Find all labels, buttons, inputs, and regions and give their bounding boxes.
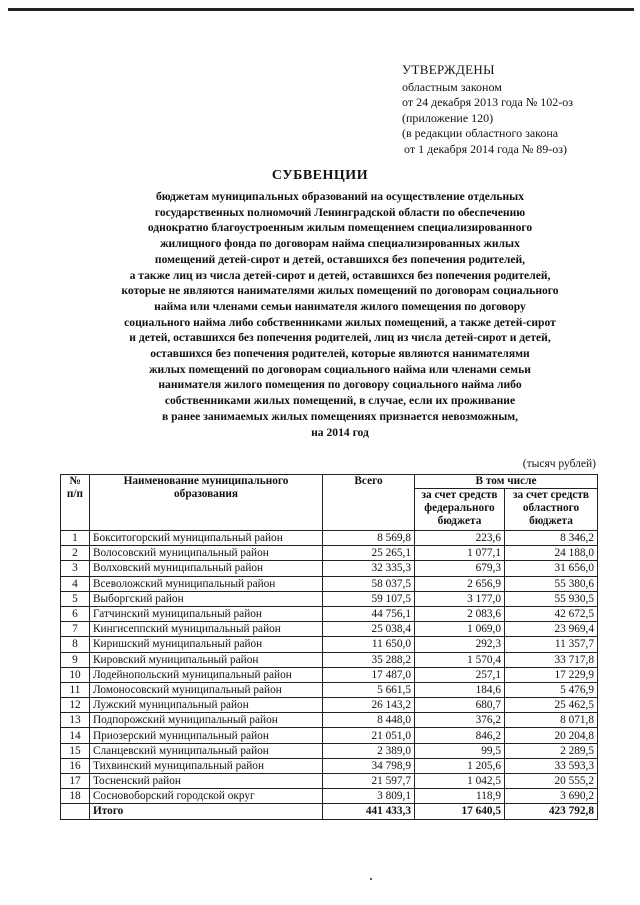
- scan-dot: [370, 878, 372, 880]
- cell-regional: 423 792,8: [505, 804, 598, 819]
- cell-regional: 20 204,8: [505, 728, 598, 743]
- cell-federal: 2 656,9: [415, 576, 505, 591]
- cell-name: Сланцевский муниципальный район: [90, 743, 323, 758]
- approval-block: [402, 62, 632, 158]
- approval-line: от 24 декабря 2013 года № 102-оз: [402, 95, 574, 110]
- table-row: [61, 546, 598, 561]
- cell-total: 25 265,1: [323, 546, 415, 561]
- cell-regional: 17 229,9: [505, 667, 598, 682]
- cell-federal: 1 069,0: [415, 622, 505, 637]
- cell-name: Лужский муниципальный район: [90, 698, 323, 713]
- approval-heading: УТВЕРЖДЕНЫ: [402, 62, 495, 77]
- approval-line: областным законом: [402, 79, 502, 94]
- cell-federal: 184,6: [415, 682, 505, 697]
- subtitle-line: найма или членами семьи нанимателя жилого помещения по договору: [154, 299, 526, 313]
- cell-regional: 2 289,5: [505, 743, 598, 758]
- subtitle-line: на 2014 год: [311, 425, 369, 439]
- cell-total: 59 107,5: [323, 591, 415, 606]
- cell-num: 11: [61, 682, 90, 697]
- cell-name: Кировский муниципальный район: [90, 652, 323, 667]
- cell-total: 2 389,0: [323, 743, 415, 758]
- subtitle-line: а также лиц из числа детей-сирот и детей, оставшихся без попечения родителей,: [129, 268, 551, 282]
- cell-total: 21 051,0: [323, 728, 415, 743]
- cell-num: 2: [61, 546, 90, 561]
- subtitle-line: помещений детей-сирот и детей, оставшихся без попечения родителей,: [154, 252, 526, 266]
- cell-name: Волховский муниципальный район: [90, 561, 323, 576]
- approval-line: (в редакции областного закона: [402, 126, 559, 141]
- cell-regional: 23 969,4: [505, 622, 598, 637]
- cell-regional: 55 930,5: [505, 591, 598, 606]
- cell-num: 1: [61, 531, 90, 546]
- cell-num: 18: [61, 789, 90, 804]
- cell-num: 5: [61, 591, 90, 606]
- cell-federal: 1 570,4: [415, 652, 505, 667]
- table-body: [61, 531, 598, 820]
- cell-num: 9: [61, 652, 90, 667]
- cell-federal: 118,9: [415, 789, 505, 804]
- header-name: Наименование муниципального образования: [90, 475, 323, 531]
- subtitle-line: жилищного фонда по договорам найма специализированных жилых: [160, 237, 520, 251]
- cell-name: Киришский муниципальный район: [90, 637, 323, 652]
- subtitle-line: жилых помещений по договорам социального найма или членами семьи: [149, 362, 531, 376]
- cell-total: 32 335,3: [323, 561, 415, 576]
- cell-name: Лодейнопольский муниципальный район: [90, 667, 323, 682]
- cell-num: 12: [61, 698, 90, 713]
- subtitle-line: и детей, оставшихся без попечения родителей, лиц из числа детей-сирот и детей,: [129, 331, 551, 345]
- cell-num: 14: [61, 728, 90, 743]
- cell-name: Всеволожский муниципальный район: [90, 576, 323, 591]
- subtitle-line: собственниками жилых помещений, в случае, если их проживание: [164, 394, 516, 408]
- cell-name: Тосненский район: [90, 774, 323, 789]
- cell-regional: 42 672,5: [505, 606, 598, 621]
- table-row: [61, 713, 598, 728]
- cell-name: Приозерский муниципальный район: [90, 728, 323, 743]
- table-row: [61, 743, 598, 758]
- cell-name: Гатчинский муниципальный район: [90, 606, 323, 621]
- header-total: Всего: [323, 475, 415, 531]
- cell-federal: 3 177,0: [415, 591, 505, 606]
- table-row: [61, 622, 598, 637]
- cell-name: Волосовский муниципальный район: [90, 546, 323, 561]
- cell-num: [61, 804, 90, 819]
- table-row: [61, 682, 598, 697]
- cell-total: 44 756,1: [323, 606, 415, 621]
- header-regional: за счет средств областного бюджета: [505, 489, 598, 531]
- cell-regional: 33 593,3: [505, 758, 598, 773]
- cell-federal: 846,2: [415, 728, 505, 743]
- cell-federal: 1 042,5: [415, 774, 505, 789]
- cell-total: 11 650,0: [323, 637, 415, 652]
- cell-regional: 24 188,0: [505, 546, 598, 561]
- cell-total: 26 143,2: [323, 698, 415, 713]
- cell-num: 16: [61, 758, 90, 773]
- subtitle-line: которые не являются нанимателями жилых помещений по договорам социального: [121, 284, 559, 298]
- cell-num: 13: [61, 713, 90, 728]
- document-subtitle: [40, 189, 640, 440]
- cell-num: 10: [61, 667, 90, 682]
- cell-federal: 17 640,5: [415, 804, 505, 819]
- cell-total: 58 037,5: [323, 576, 415, 591]
- cell-name: Кингисеппский муниципальный район: [90, 622, 323, 637]
- cell-num: 4: [61, 576, 90, 591]
- approval-line: (приложение 120): [402, 110, 494, 125]
- table-row: [61, 758, 598, 773]
- cell-total: 25 038,4: [323, 622, 415, 637]
- cell-regional: 25 462,5: [505, 698, 598, 713]
- table-row: [61, 774, 598, 789]
- cell-total: 8 569,8: [323, 531, 415, 546]
- cell-federal: 223,6: [415, 531, 505, 546]
- subtitle-line: бюджетам муниципальных образований на осуществление отдельных: [155, 190, 525, 203]
- table-row: [61, 531, 598, 546]
- cell-regional: 11 357,7: [505, 637, 598, 652]
- cell-num: 6: [61, 606, 90, 621]
- cell-total: 35 288,2: [323, 652, 415, 667]
- approval-line: от 1 декабря 2014 года № 89-оз): [404, 141, 568, 156]
- cell-name: Тихвинский муниципальный район: [90, 758, 323, 773]
- cell-total: 441 433,3: [323, 804, 415, 819]
- cell-federal: 99,5: [415, 743, 505, 758]
- cell-total: 17 487,0: [323, 667, 415, 682]
- cell-total: 3 809,1: [323, 789, 415, 804]
- cell-federal: 1 077,1: [415, 546, 505, 561]
- table-row: [61, 789, 598, 804]
- cell-name: Итого: [90, 804, 323, 819]
- table-header-row: [61, 475, 598, 489]
- table-row: [61, 667, 598, 682]
- subtitle-line: социального найма либо собственниками жилых помещений, а также детей-сирот: [124, 315, 556, 329]
- cell-regional: 31 656,0: [505, 561, 598, 576]
- table-row: [61, 652, 598, 667]
- cell-total: 5 661,5: [323, 682, 415, 697]
- subtitle-line: нанимателя жилого помещения по договору социального найма либо: [158, 378, 522, 392]
- document-title: СУБВЕНЦИИ: [271, 168, 369, 183]
- cell-federal: 1 205,6: [415, 758, 505, 773]
- header-federal: за счет средств федерального бюджета: [415, 489, 505, 531]
- cell-regional: 20 555,2: [505, 774, 598, 789]
- cell-federal: 679,3: [415, 561, 505, 576]
- cell-total: 34 798,9: [323, 758, 415, 773]
- cell-federal: 2 083,6: [415, 606, 505, 621]
- table-row: [61, 606, 598, 621]
- cell-name: Ломоносовский муниципальный район: [90, 682, 323, 697]
- subsidy-table: [60, 474, 598, 820]
- cell-federal: 292,3: [415, 637, 505, 652]
- cell-regional: 33 717,8: [505, 652, 598, 667]
- cell-name: Бокситогорский муниципальный район: [90, 531, 323, 546]
- subtitle-line: государственных полномочий Ленинградской области по обеспечению: [154, 205, 526, 219]
- cell-federal: 376,2: [415, 713, 505, 728]
- cell-name: Выборгский район: [90, 591, 323, 606]
- cell-regional: 5 476,9: [505, 682, 598, 697]
- cell-federal: 257,1: [415, 667, 505, 682]
- cell-total: 8 448,0: [323, 713, 415, 728]
- cell-num: 17: [61, 774, 90, 789]
- subtitle-line: оставшихся без попечения родителей, которые являются нанимателями: [150, 347, 530, 361]
- table-row: [61, 728, 598, 743]
- top-border-line: [8, 8, 634, 11]
- cell-num: 7: [61, 622, 90, 637]
- cell-federal: 680,7: [415, 698, 505, 713]
- cell-num: 3: [61, 561, 90, 576]
- table-row: [61, 591, 598, 606]
- cell-num: 15: [61, 743, 90, 758]
- table-row: [61, 637, 598, 652]
- table-row: [61, 576, 598, 591]
- cell-num: 8: [61, 637, 90, 652]
- table-row: [61, 561, 598, 576]
- cell-regional: 3 690,2: [505, 789, 598, 804]
- subtitle-line: в ранее занимаемых жилых помещениях признается невозможным,: [161, 409, 519, 423]
- units-label: (тысяч рублей): [522, 458, 596, 470]
- cell-regional: 8 071,8: [505, 713, 598, 728]
- subtitle-line: однократно благоустроенным жилым помещением специализированного: [147, 221, 533, 235]
- cell-name: Подпорожский муниципальный район: [90, 713, 323, 728]
- table-row: [61, 698, 598, 713]
- cell-regional: 8 346,2: [505, 531, 598, 546]
- cell-total: 21 597,7: [323, 774, 415, 789]
- cell-regional: 55 380,6: [505, 576, 598, 591]
- header-including: В том числе: [415, 475, 598, 489]
- table-total-row: [61, 804, 598, 819]
- cell-name: Сосновоборский городской округ: [90, 789, 323, 804]
- header-num: № п/п: [61, 475, 90, 531]
